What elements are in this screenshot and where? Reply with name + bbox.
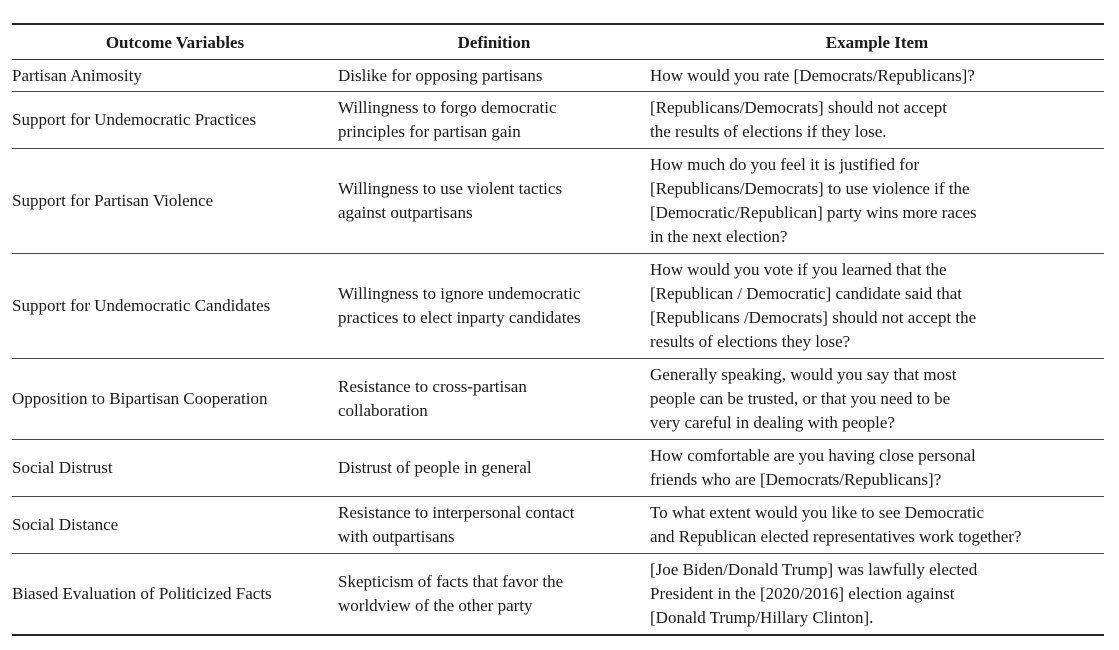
example-item-line: [Republicans /Democrats] should not accept the: [650, 308, 977, 327]
example-item-cell: [650, 92, 1104, 149]
table-row: [12, 440, 1104, 497]
header-outcome-variables: Outcome Variables: [12, 24, 338, 60]
example-item-line: people can be trusted, or that you need to be: [650, 389, 951, 408]
example-item-line: [Republicans/Democrats] to use violence if the: [650, 179, 970, 198]
table-row: [12, 149, 1104, 254]
definition-line: Willingness to forgo democratic: [338, 98, 557, 117]
example-item-cell: [650, 440, 1104, 497]
outcome-variable-cell: Support for Undemocratic Practices: [12, 92, 338, 149]
definition-cell: [338, 92, 650, 149]
definition-line: against outpartisans: [338, 203, 473, 222]
definition-cell: [338, 149, 650, 254]
example-item-cell: [650, 60, 1104, 92]
outcome-variable-cell: Support for Undemocratic Candidates: [12, 254, 338, 359]
definition-line: with outpartisans: [338, 527, 455, 546]
example-item-line: How would you vote if you learned that the: [650, 260, 947, 279]
example-item-line: very careful in dealing with people?: [650, 413, 895, 432]
definition-line: worldview of the other party: [338, 595, 533, 615]
table-row: [12, 359, 1104, 440]
example-item-line: and Republican elected representatives work together?: [650, 527, 1022, 546]
definition-line: Skepticism of facts that favor the: [338, 571, 564, 591]
table-row: [12, 92, 1104, 149]
example-item-line: [Joe Biden/Donald Trump] was lawfully elected: [650, 559, 978, 579]
example-item-line: How much do you feel it is justified for: [650, 155, 920, 174]
example-item-line: [Republicans/Democrats] should not accept: [650, 98, 947, 117]
example-item-line: To what extent would you like to see Democratic: [650, 503, 984, 522]
definition-cell: [338, 254, 650, 359]
example-item-line: results of elections they lose?: [650, 332, 851, 351]
table-row: [12, 554, 1104, 635]
definition-cell: [338, 497, 650, 554]
table-header: [12, 24, 1104, 60]
example-item-line: the results of elections if they lose.: [650, 122, 887, 141]
outcome-variable-cell: Social Distance: [12, 497, 338, 554]
example-item-line: How would you rate [Democrats/Republicans]?: [650, 65, 975, 85]
outcome-variable-cell: Partisan Animosity: [12, 60, 338, 92]
outcome-variable-cell: Support for Partisan Violence: [12, 149, 338, 254]
example-item-cell: [650, 149, 1104, 254]
definition-line: Resistance to cross-partisan: [338, 377, 527, 396]
header-example-item: Example Item: [650, 24, 1104, 60]
table-row: [12, 497, 1104, 554]
table-row: [12, 60, 1104, 92]
table-row: [12, 254, 1104, 359]
example-item-cell: [650, 497, 1104, 554]
definition-cell: [338, 554, 650, 635]
example-item-line: [Democratic/Republican] party wins more races: [650, 203, 977, 222]
definition-line: principles for partisan gain: [338, 122, 521, 141]
definition-line: Distrust of people in general: [338, 458, 532, 477]
example-item-line: in the next election?: [650, 227, 788, 246]
example-item-cell: [650, 554, 1104, 635]
example-item-cell: [650, 359, 1104, 440]
outcome-variable-cell: Opposition to Bipartisan Cooperation: [12, 359, 338, 440]
definition-cell: [338, 359, 650, 440]
definition-line: practices to elect inparty candidates: [338, 308, 581, 327]
example-item-cell: [650, 254, 1104, 359]
outcome-variable-cell: Biased Evaluation of Politicized Facts: [12, 554, 338, 635]
definition-line: Willingness to ignore undemocratic: [338, 284, 581, 303]
example-item-line: [Donald Trump/Hillary Clinton].: [650, 607, 874, 627]
outcome-variables-table: [12, 23, 1104, 636]
example-item-line: How comfortable are you having close personal: [650, 446, 976, 465]
definition-cell: [338, 440, 650, 497]
example-item-line: Generally speaking, would you say that most: [650, 365, 957, 384]
header-definition: Definition: [338, 24, 650, 60]
definition-line: Dislike for opposing partisans: [338, 65, 543, 85]
definition-line: Resistance to interpersonal contact: [338, 503, 575, 522]
table-body: [12, 60, 1104, 635]
outcome-variable-cell: Social Distrust: [12, 440, 338, 497]
example-item-line: [Republican / Democratic] candidate said that: [650, 284, 963, 303]
header-row: [12, 24, 1104, 60]
example-item-line: friends who are [Democrats/Republicans]?: [650, 470, 942, 489]
definition-line: Willingness to use violent tactics: [338, 179, 563, 198]
definition-cell: [338, 60, 650, 92]
definition-line: collaboration: [338, 401, 428, 420]
example-item-line: President in the [2020/2016] election against: [650, 583, 955, 603]
